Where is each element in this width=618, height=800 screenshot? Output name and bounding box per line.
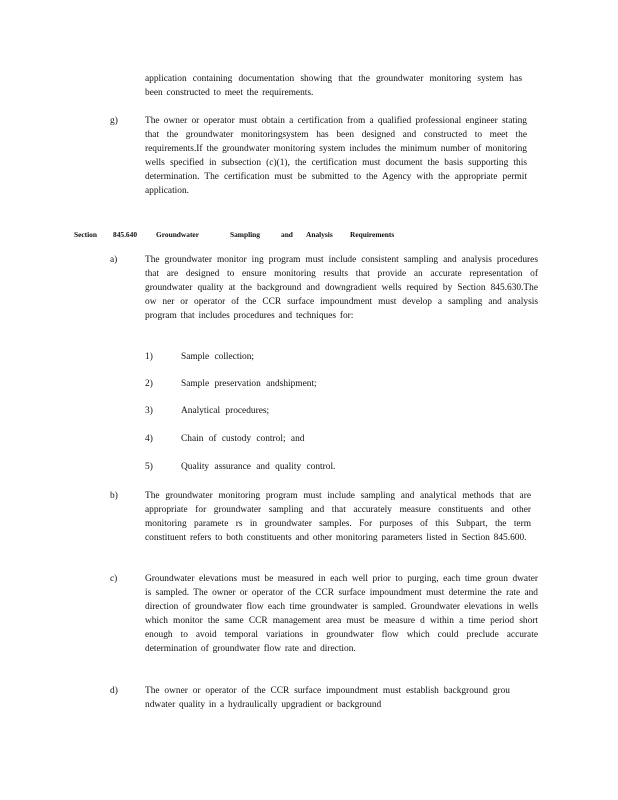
list-item-number: 1) — [145, 352, 153, 362]
section-title-word: Requirements — [350, 230, 395, 239]
list-item-number: 3) — [145, 406, 153, 416]
paragraph-a-text: The groundwater monitor ing program must include consistent sampling and analysis procedures that are designed to ensure monitoring results that provide an accurate representation of groundwater quality at the background and downgradient wells required by Section 845.630.The ow ner or operator of the CCR surface impoundment must develop a sampling and analysis program that includes procedures and techniques for: — [145, 255, 538, 321]
paragraph-a-label: a) — [110, 255, 118, 265]
list-item-text: Sample collection; — [181, 352, 255, 362]
section-heading — [74, 228, 404, 242]
list-item-number: 4) — [145, 434, 153, 444]
section-label: Section — [74, 230, 97, 239]
paragraph-b-text: The groundwater monitoring program must include sampling and analytical methods that are appropriate for groundwater sampling and that accurately measure constituents and other monitoring paramete rs in groundwater samples. For purposes of this Subpart, the term constituent refers to both constituents and other monitoring parameters listed in Section 845.600. — [145, 491, 531, 543]
list-item-text: Chain of custody control; and — [181, 434, 305, 444]
list-item-number: 5) — [145, 462, 153, 472]
paragraph-g-label: g) — [110, 116, 118, 126]
section-number: 845.640 — [113, 230, 138, 239]
list-item-text: Sample preservation andshipment; — [181, 379, 317, 389]
section-title-word: Analysis — [306, 230, 333, 239]
section-title-word: and — [281, 230, 293, 239]
paragraph-g-text: The owner or operator must obtain a certification from a qualified professional engineer stating that the groundwater monitoringsystem has been designed and constructed to meet the requirements.If the groundwater monitoring system includes the minimum number of monitoring wells specified in subsection (c)(1), the certification must document the basis supporting this determination. The certification must be submitted to the Agency with the appropriate permit application. — [145, 116, 527, 196]
paragraph-d-label: d) — [110, 686, 118, 696]
paragraph-c-label: c) — [110, 574, 118, 584]
paragraph-d-text: The owner or operator of the CCR surface impoundment must establish background grou ndwater quality in a hydraulically upgradient or background — [145, 686, 510, 710]
continuation-paragraph: application containing documentation showing that the groundwater monitoring system has been constructed to meet the requirements. — [145, 74, 522, 98]
paragraph-c-text: Groundwater elevations must be measured in each well prior to purging, each time groun dwater is sampled. The owner or operator of the CCR surface impoundment must determine the rate and direction of groundwater flow each time groundwater is sampled. Groundwater elevations in wells which monitor the same CCR management area must be measure d within a time period short enough to avoid temporal variations in groundwater flow which could preclude accurate determination of groundwater flow rate and direction. — [145, 574, 538, 654]
section-title-word: Groundwater — [156, 230, 199, 239]
section-title-word: Sampling — [230, 230, 260, 239]
list-item-text: Quality assurance and quality control. — [181, 462, 336, 472]
paragraph-b-label: b) — [110, 491, 118, 501]
list-item-number: 2) — [145, 379, 153, 389]
list-item-text: Analytical procedures; — [181, 406, 270, 416]
